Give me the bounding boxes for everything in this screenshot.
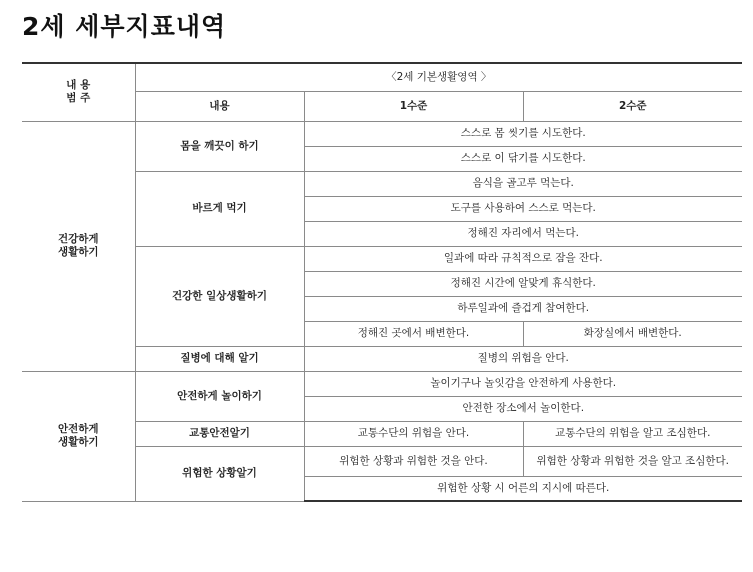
column-header-level1: 1수준 xyxy=(304,91,523,121)
indicator-cell: 정해진 자리에서 먹는다. xyxy=(304,221,742,246)
indicator-cell: 질병의 위험을 안다. xyxy=(304,346,742,371)
category-health-line1: 건강하게 xyxy=(57,233,99,245)
content-traffic: 교통안전알기 xyxy=(135,421,304,446)
category-safety-line1: 안전하게 xyxy=(57,423,99,435)
indicator-cell: 음식을 골고루 먹는다. xyxy=(304,171,742,196)
category-header-line1: 내 용 xyxy=(66,79,91,92)
indicator-level2-cell: 위험한 상황과 위험한 것을 알고 조심한다. xyxy=(523,446,742,476)
page-title: 2세 세부지표내역 xyxy=(22,12,227,41)
indicator-level2-cell: 화장실에서 배변한다. xyxy=(523,321,742,346)
content-play: 안전하게 놀이하기 xyxy=(135,371,304,421)
category-header-cell xyxy=(22,63,135,121)
table-row xyxy=(22,121,742,146)
category-health-line2: 생활하기 xyxy=(57,246,99,258)
indicator-table xyxy=(22,62,742,502)
content-danger: 위험한 상황알기 xyxy=(135,446,304,501)
category-health xyxy=(22,121,135,371)
table-header-row xyxy=(22,63,742,91)
indicator-cell: 도구를 사용하여 스스로 먹는다. xyxy=(304,196,742,221)
indicator-cell: 스스로 이 닦기를 시도한다. xyxy=(304,146,742,171)
indicator-level1-cell: 교통수단의 위험을 안다. xyxy=(304,421,523,446)
indicator-cell: 정해진 시간에 알맞게 휴식한다. xyxy=(304,271,742,296)
category-safety xyxy=(22,371,135,501)
indicator-level1-cell: 위험한 상황과 위험한 것을 안다. xyxy=(304,446,523,476)
table-row xyxy=(22,371,742,396)
indicator-cell: 놀이기구나 놀잇감을 안전하게 사용한다. xyxy=(304,371,742,396)
indicator-level2-cell: 교통수단의 위험을 알고 조심한다. xyxy=(523,421,742,446)
area-title: 〈2세 기본생활영역 〉 xyxy=(135,63,742,91)
content-daily: 건강한 일상생활하기 xyxy=(135,246,304,346)
column-header-level2: 2수준 xyxy=(523,91,742,121)
content-eat: 바르게 먹기 xyxy=(135,171,304,246)
content-disease: 질병에 대해 알기 xyxy=(135,346,304,371)
content-clean: 몸을 깨끗이 하기 xyxy=(135,121,304,171)
indicator-cell: 스스로 몸 씻기를 시도한다. xyxy=(304,121,742,146)
category-safety-line2: 생활하기 xyxy=(57,436,99,448)
indicator-cell: 하루일과에 즐겁게 참여한다. xyxy=(304,296,742,321)
indicator-level1-cell: 정해진 곳에서 배변한다. xyxy=(304,321,523,346)
indicator-cell: 안전한 장소에서 놀이한다. xyxy=(304,396,742,421)
indicator-cell: 위험한 상황 시 어른의 지시에 따른다. xyxy=(304,476,742,501)
indicator-cell: 일과에 따라 규칙적으로 잠을 잔다. xyxy=(304,246,742,271)
category-header-line2: 범 주 xyxy=(66,92,91,105)
column-header-content: 내용 xyxy=(135,91,304,121)
